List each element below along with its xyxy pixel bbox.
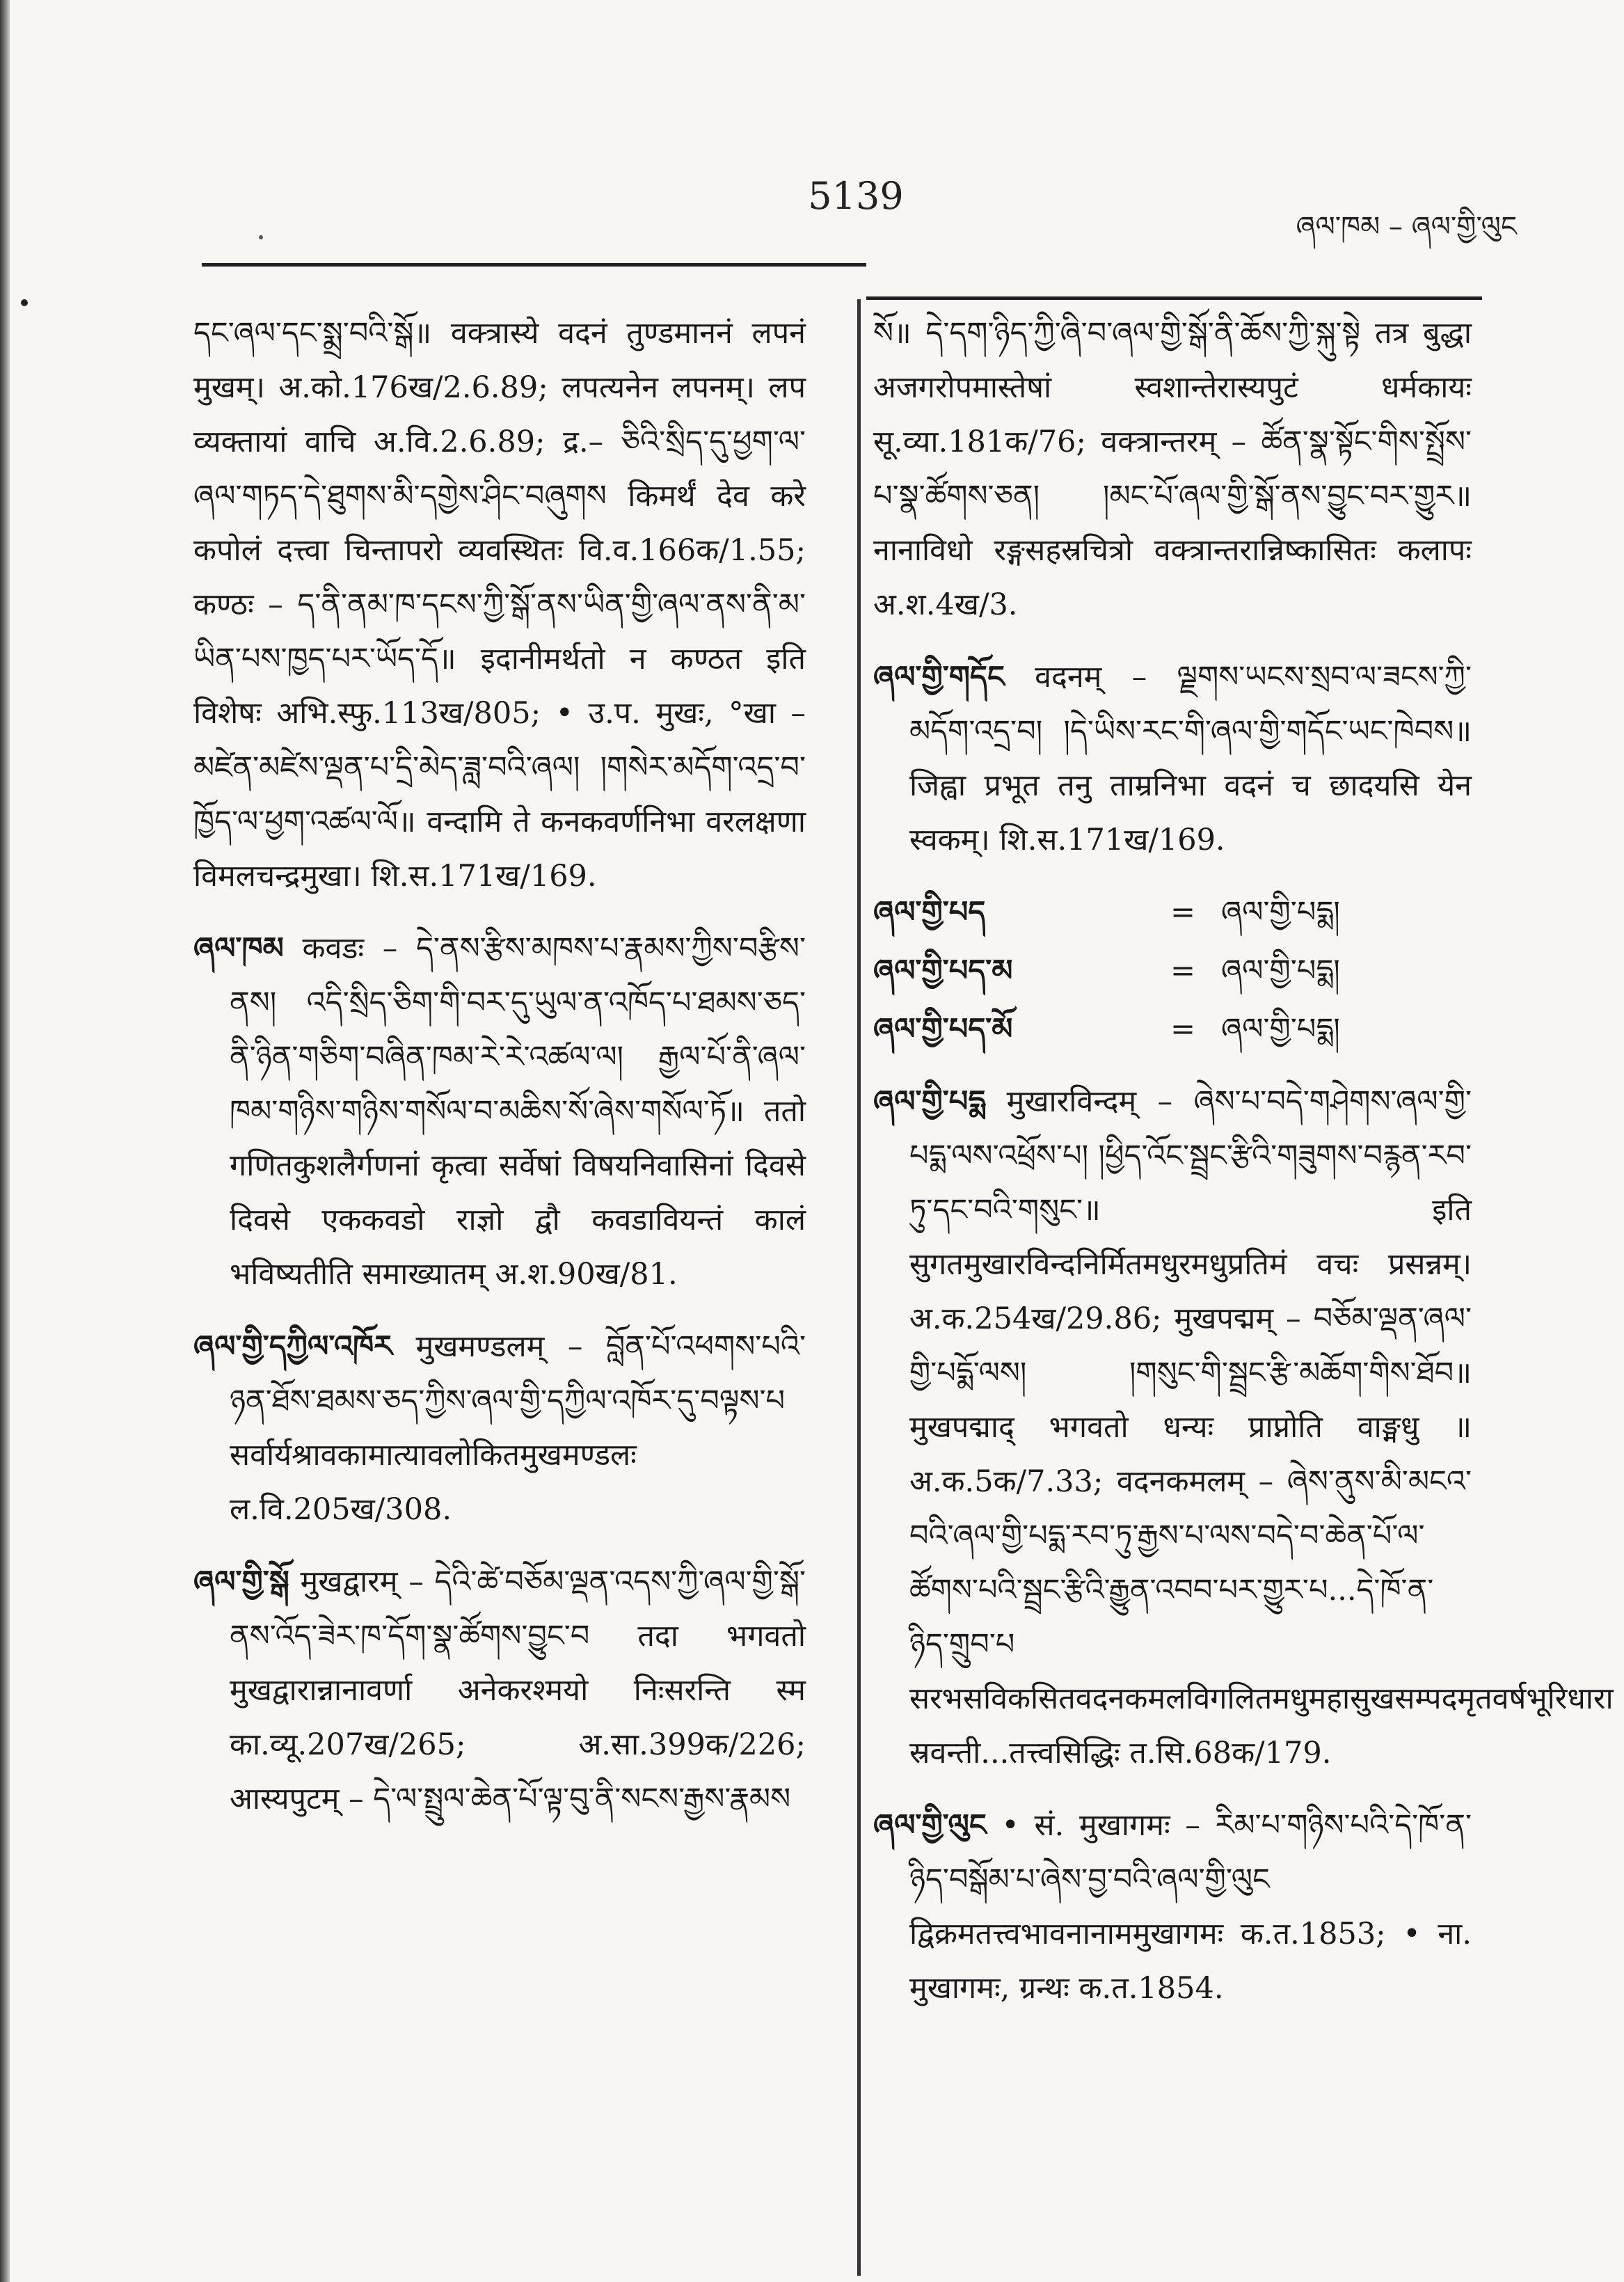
entry-body: དང་ཞལ་དང་སྨྲ་བའི་སྒོ॥ वक्त्रास्ये वदनं तुण्डमाननं लपनं मुखम्। अ.को.176ख/2.6.89; लपत्यनेन लपनम्। लप व्यक्तायां वाचि अ.वि.2.6.89; द्र.– ཅིའི་སྲིད་དུ་ཕྱག་ལ་ཞལ་གཏད་དེ་ཐུགས་མི་དགྱེས་ཤིང་བཞུགས किमर्थं देव करे कपोलं दत्त्वा चिन्तापरो व्यवस्थितः वि.व.166क/1.55; कण्ठः – ད་ནི་ནམ་ཁ་དངས་ཀྱི་སྒོ་ནས་ཡིན་གྱི་ཞལ་ནས་ནི་མ་ཡིན་པས་ཁྱད་པར་ཡོད་དོ॥ इदानीमर्थतो न कण्ठत इति विशेषः अभि.स्फु.113ख/805; • उ.प. मुखः, °खा – མཛེན་མཛེས་ལྡན་པ་དྲི་མེད་ཟླ་བའི་ཞལ། །གསེར་མདོག་འདྲ་བ་ཁྱོད་ལ་ཕྱག་འཚལ་ལོ॥ वन्दामि ते कनकवर्णनिभा वरलक्षणा विमलचन्द्रमुखा। शि.स.171ख/169. [193, 316, 806, 894]
xref-equals: = [1170, 1012, 1196, 1047]
dictionary-entry [193, 921, 806, 1301]
xref-headword: ཞལ་གྱི་པད་མོ [873, 1012, 1013, 1047]
dictionary-entry [193, 1555, 806, 1826]
running-head: ཞལ་ཁམ – ཞལ་གྱི་ལུང [1296, 211, 1517, 243]
entry-body: मुखद्वारम् – དེའི་ཚེ་བཅོམ་ལྡན་འདས་ཀྱི་ཞལ་གྱི་སྒོ་ནས་འོད་ཟེར་ཁ་དོག་སྣ་ཚོགས་བྱུང་བ तदा भगवतो मुखद्वारान्नानावर्णा अनेकरश्मयो निःसरन्ति स्म का.व्यू.207ख/265; अ.सा.399क/226; आस्यपुटम् – དེ་ལ་སྤྲུལ་ཆེན་པོ་ལྟ་བུ་ནི་སངས་རྒྱས་རྣམས [230, 1564, 806, 1816]
entry-body: • सं. मुखागमः – རིམ་པ་གཉིས་པའི་དེ་ཁོ་ན་ཉིད་བསྒོམ་པ་ཞེས་བྱ་བའི་ཞལ་གྱི་ལུང द्विक्रमतत्त्वभावनानाममुखागमः क.त.1853; • ना. मुखागमः, ग्रन्थः क.त.1854. [909, 1808, 1472, 2006]
header-rule [866, 296, 1482, 300]
entry-body: སོ॥ དེ་དག་ཉིད་ཀྱི་ཞི་བ་ཞལ་གྱི་སྒོ་ནི་ཆོས་ཀྱི་སྐུ་སྟེ तत्र बुद्धा अजगरोपमास्तेषां स्वशान्तेरास्यपुटं धर्मकायः सू.व्या.181क/76; वक्त्रान्तरम् – ཚོན་སྣ་སྟོང་གིས་སྤྲོས་པ་སྣ་ཚོགས་ཅན། །མང་པོ་ཞལ་གྱི་སྒོ་ནས་བྱུང་བར་གྱུར॥ नानाविधो रङ्गसहस्रचित्रो वक्त्रान्तरान्निष्कासितः कलापः अ.श.4ख/3. [873, 316, 1472, 622]
scan-edge-shadow [0, 0, 10, 2282]
entry-headword: ཞལ་གྱི་པདྨ [873, 1084, 986, 1119]
page-number: 5139 [808, 174, 904, 218]
xref-headword: ཞལ་གྱི་པད་མ [873, 953, 1013, 988]
right-column [873, 306, 1614, 2034]
scan-speck [259, 235, 263, 239]
dictionary-entry [193, 1320, 806, 1537]
dictionary-entry [873, 1798, 1472, 2015]
xref-headword: ཞལ་གྱི་པད [873, 895, 986, 930]
xref-equals: = [1170, 953, 1196, 988]
dictionary-entry [873, 1075, 1614, 1780]
entry-headword: ཞལ་ཁམ [193, 931, 284, 966]
column-divider [857, 299, 861, 2276]
entry-body: मुखारविन्दम् – ཞེས་པ་བདེ་གཤེགས་ཞལ་གྱི་པདྨ་ལས་འཕྲོས་པ། །ཕྱིད་འོང་སྦྲང་རྩིའི་གཟུགས་བརྙན་རབ་ཏུ་དང་བའི་གསུང་॥ इति सुगतमुखारविन्दनिर्मितमधुरमधुप्रतिमं वचः प्रसन्नम्। अ.क.254ख/29.86; मुखपद्मम् – བཅོམ་ལྡན་ཞལ་གྱི་པདྨོ་ལས། །གསུང་གི་སྦྲང་རྩི་མཆོག་གིས་ཐོབ॥ मुखपद्माद् भगवतो धन्यः प्राप्नोति वाङ्मधु ॥ अ.क.5क/7.33; वदनकमलम् – ཞེས་ནུས་མི་མངའ་བའི་ཞལ་གྱི་པདྨ་རབ་ཏུ་རྒྱས་པ་ལས་བདེ་བ་ཆེན་པོ་ལ་ཚོགས་པའི་སྦྲང་རྩིའི་རྒྱུན་འབབ་པར་གྱུར་པ...དེ་ཁོ་ན་ཉིད་གྲུབ་པ सरभसविकसितवदनकमलविगलितमधुमहासुखसम्पदमृतवर्षभूरिधारा स्रवन्ती...तत्त्वसिद्धिः त.सि.68क/179. [909, 1084, 1614, 1770]
cross-reference [873, 885, 1472, 940]
dictionary-entry [873, 650, 1472, 867]
dictionary-entry [873, 306, 1472, 632]
entry-headword: ཞལ་གྱི་དཀྱིལ་འཁོར [193, 1329, 393, 1364]
cross-reference [873, 944, 1472, 998]
xref-target: ཞལ་གྱི་པདྨ། [1221, 895, 1340, 930]
xref-target: ཞལ་གྱི་པདྨ། [1221, 1012, 1340, 1047]
entry-headword: ཞལ་གྱི་སྒོ [193, 1564, 289, 1599]
entry-body: वदनम् – ལྗགས་ཡངས་སྲབ་ལ་ཟངས་ཀྱི་མདོག་འདྲ་བ། །དེ་ཡིས་རང་གི་ཞལ་གྱི་གདོང་ཡང་ཁེབས॥ जिह्वा प्रभूत तनु ताम्रनिभा वदनं च छादयसि येन स्वकम्। शि.स.171ख/169. [909, 660, 1472, 857]
entry-headword: ཞལ་གྱི་ལུང [873, 1808, 987, 1843]
header-rule [202, 263, 866, 267]
left-column [193, 306, 806, 1844]
xref-target: ཞལ་གྱི་པདྨ། [1221, 953, 1340, 988]
entry-body: कवडः – དེ་ནས་རྩིས་མཁས་པ་རྣམས་ཀྱིས་བརྩིས་ནས། འདི་སྲིད་ཅིག་གི་བར་དུ་ཡུལ་ན་འཁོད་པ་ཐམས་ཅད་ནི་ཉིན་གཅིག་བཞིན་ཁམ་རེ་རེ་འཚལ་ལ། རྒྱལ་པོ་ནི་ཞལ་ཁམ་གཉིས་གཉིས་གསོལ་བ་མཆིས་སོ་ཞེས་གསོལ་ཏོ॥ ततो गणितकुशलैर्गणनां कृत्वा सर्वेषां विषयनिवासिनां दिवसे दिवसे एककवडो राज्ञो द्वौ कवडावियन्तं कालं भविष्यतीति समाख्यातम् अ.श.90ख/81. [230, 931, 806, 1292]
cross-reference [873, 1002, 1472, 1056]
dictionary-entry [193, 306, 806, 903]
scan-speck [21, 299, 28, 306]
entry-headword: ཞལ་གྱི་གདོང [873, 660, 1005, 695]
entry-body: मुखमण्डलम् – བློན་པོ་འཕགས་པའི་ཉན་ཐོས་ཐམས་ཅད་ཀྱིས་ཞལ་གྱི་དཀྱིལ་འཁོར་དུ་བལྟས་པ सर्वार्यश्रावकामात्यावलोकितमुखमण्डलः ल.वि.205ख/308. [230, 1329, 806, 1527]
xref-equals: = [1170, 895, 1196, 930]
